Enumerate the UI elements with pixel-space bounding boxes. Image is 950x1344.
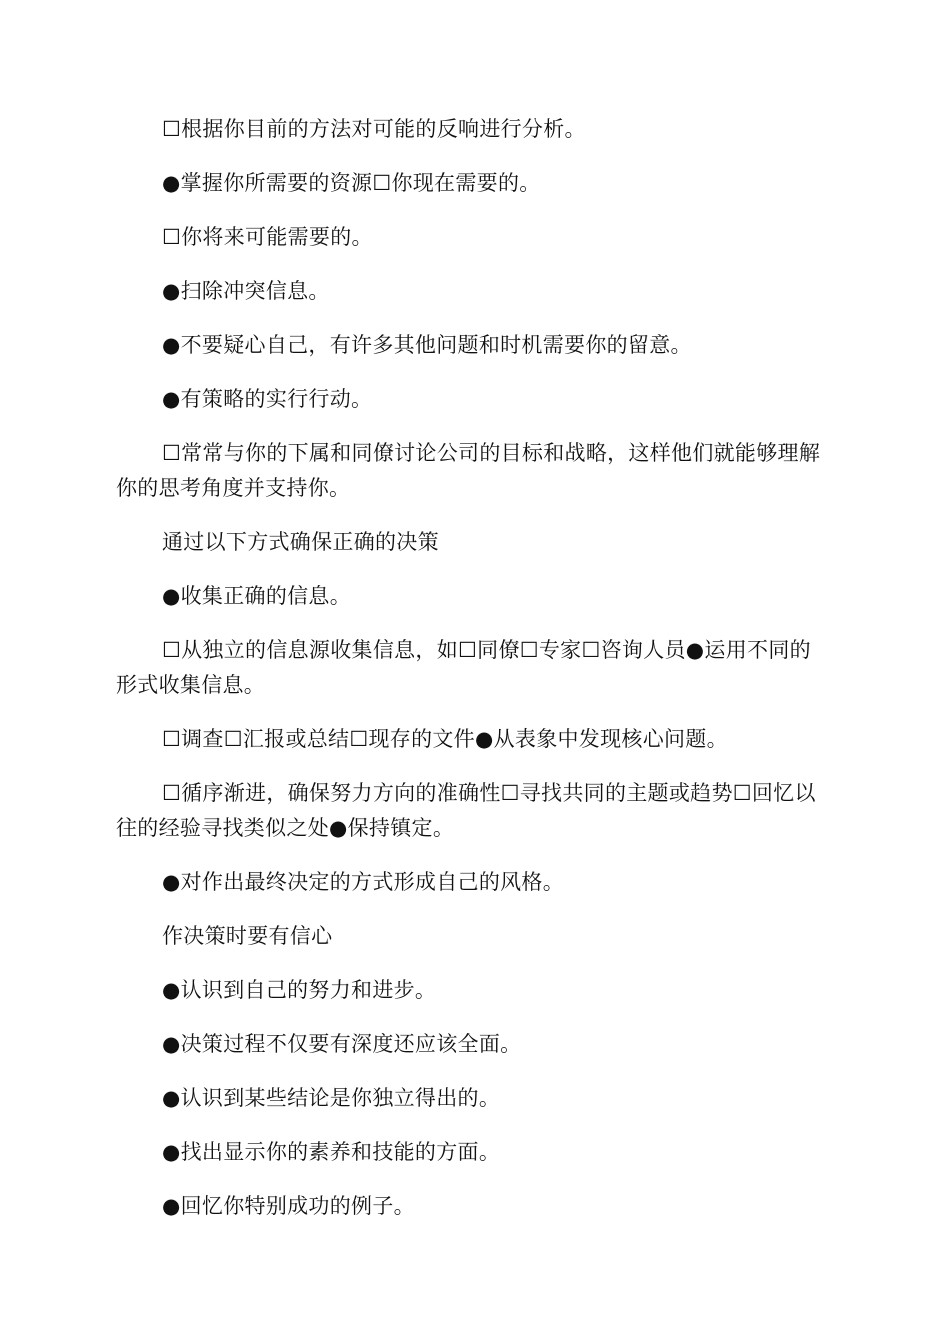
paragraph-survey-reports: ☐调查☐汇报或总结☐现存的文件●从表象中发现核心问题。 bbox=[162, 727, 728, 751]
document-body bbox=[116, 112, 832, 1243]
paragraph-recall-success: ●回忆你特别成功的例子。 bbox=[162, 1194, 415, 1218]
paragraph-future-needs: ☐你将来可能需要的。 bbox=[162, 225, 373, 249]
paragraph-strategic-action: ●有策略的实行行动。 bbox=[162, 387, 373, 411]
paragraph-step-by-step: ☐循序渐进，确保努力方向的准确性☐寻找共同的主题或趋势☐回忆以往的经验寻找类似之处●保持镇定。 bbox=[116, 781, 816, 840]
paragraph-find-skills: ●找出显示你的素养和技能的方面。 bbox=[162, 1140, 501, 1164]
paragraph-own-style: ●对作出最终决定的方式形成自己的风格。 bbox=[162, 870, 565, 894]
paragraph-collect-info: ●收集正确的信息。 bbox=[162, 584, 352, 608]
paragraph-depth-and-breadth: ●决策过程不仅要有深度还应该全面。 bbox=[162, 1032, 522, 1056]
paragraph-independent-sources: ☐从独立的信息源收集信息，如☐同僚☐专家☐咨询人员●运用不同的形式收集信息。 bbox=[116, 638, 811, 697]
paragraph-analyze-reactions: ☐根据你目前的方法对可能的反响进行分析。 bbox=[162, 117, 586, 141]
section-heading-correct-decisions: 通过以下方式确保正确的决策 bbox=[162, 530, 439, 554]
paragraph-independent-conclusions: ●认识到某些结论是你独立得出的。 bbox=[162, 1086, 501, 1110]
paragraph-recognize-effort: ●认识到自己的努力和进步。 bbox=[162, 978, 437, 1002]
paragraph-clear-conflicts: ●扫除冲突信息。 bbox=[162, 279, 330, 303]
paragraph-master-resources: ●掌握你所需要的资源☐你现在需要的。 bbox=[162, 171, 541, 195]
paragraph-discuss-goals: ☐常常与你的下属和同僚讨论公司的目标和战略，这样他们就能够理解你的思考角度并支持你。 bbox=[116, 441, 821, 500]
paragraph-no-self-doubt: ●不要疑心自己，有许多其他问题和时机需要你的留意。 bbox=[162, 333, 692, 357]
section-heading-confidence: 作决策时要有信心 bbox=[162, 924, 333, 948]
